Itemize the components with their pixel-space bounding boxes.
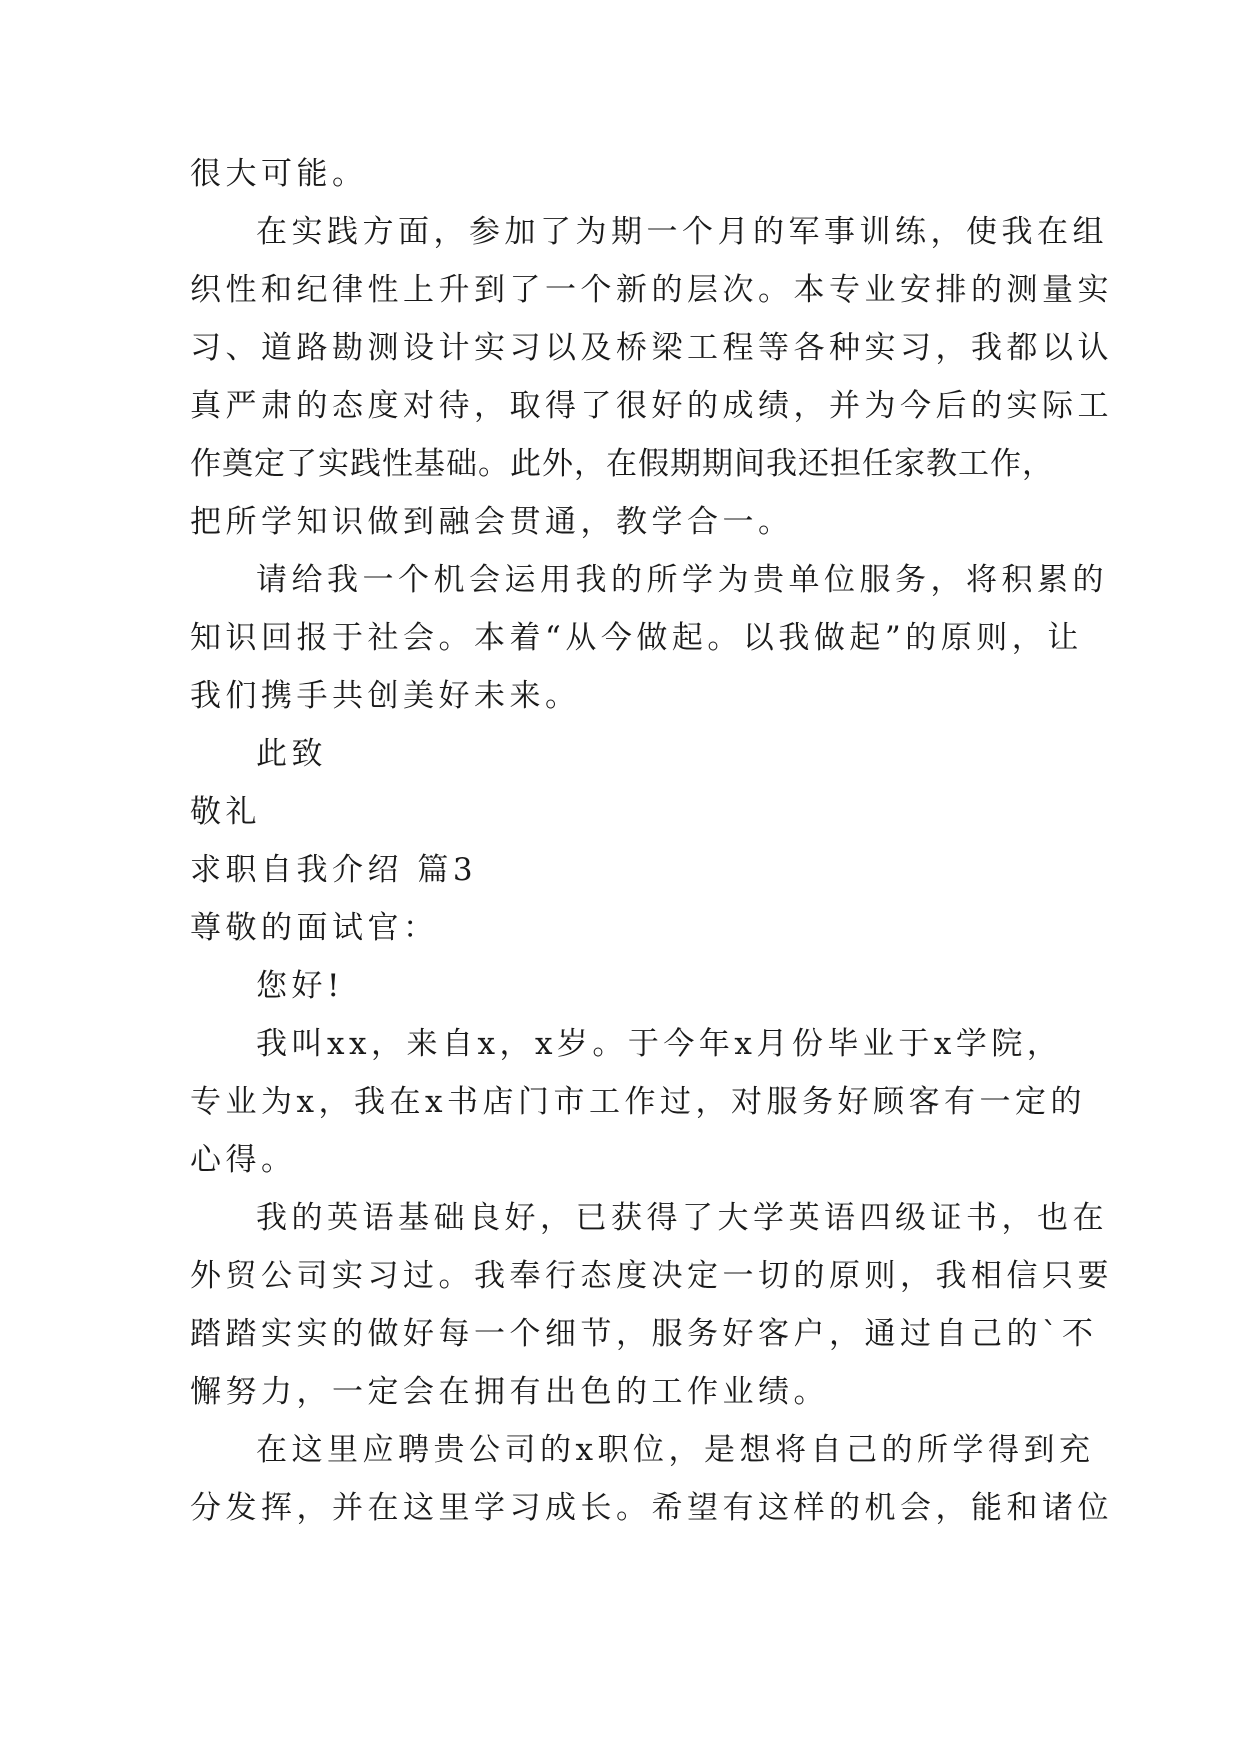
text-line: 分发挥，并在这里学习成长。希望有这样的机会，能和诸位 <box>190 1490 1113 1526</box>
paragraph <box>190 1189 1113 1421</box>
text-line: 心得。 <box>190 1142 297 1178</box>
text-line: 习、道路勘测设计实习以及桥梁工程等各种实习，我都以认 <box>190 330 1113 366</box>
section-title: 求职自我介绍 篇3 <box>190 852 478 888</box>
text-line: 我的英语基础良好，已获得了大学英语四级证书，也在 <box>256 1200 1108 1236</box>
hello-text: 您好! <box>256 968 344 1004</box>
text-line: 作奠定了实践性基础。此外，在假期期间我还担任家教工作， <box>190 446 1054 482</box>
text-line: 专业为x，我在x书店门市工作过，对服务好顾客有一定的 <box>190 1084 1086 1120</box>
text-line: 很大可能。 <box>190 156 368 192</box>
text-line: 踏踏实实的做好每一个细节，服务好客户，通过自己的`不 <box>190 1316 1098 1352</box>
text-line: 知识回报于社会。本着“从今做起。以我做起”的原则，让 <box>190 620 1083 656</box>
salutation-text: 敬礼 <box>190 794 261 830</box>
text-line: 外贸公司实习过。我奉行态度决定一切的原则，我相信只要 <box>190 1258 1113 1294</box>
text-line: 把所学知识做到融会贯通，教学合一。 <box>190 504 794 540</box>
text-line: 真严肃的态度对待，取得了很好的成绩，并为今后的实际工 <box>190 388 1113 424</box>
text-line: 织性和纪律性上升到了一个新的层次。本专业安排的测量实 <box>190 272 1113 308</box>
text-line: 我叫xx，来自x，x岁。于今年x月份毕业于x学院， <box>256 1026 1063 1062</box>
text-line: 我们携手共创美好未来。 <box>190 678 581 714</box>
text-line: 请给我一个机会运用我的所学为贵单位服务，将积累的 <box>256 562 1108 598</box>
paragraph <box>190 203 1113 551</box>
paragraph <box>190 1015 1086 1189</box>
greeting-text: 尊敬的面试官： <box>190 910 439 946</box>
paragraph <box>190 1421 1113 1537</box>
text-line: 在实践方面，参加了为期一个月的军事训练，使我在组 <box>256 214 1108 250</box>
closing-text: 此致 <box>256 736 327 772</box>
paragraph <box>190 551 1108 725</box>
text-line: 懈努力，一定会在拥有出色的工作业绩。 <box>190 1374 829 1410</box>
document-body <box>190 145 1113 1537</box>
text-line: 在这里应聘贵公司的x职位，是想将自己的所学得到充 <box>256 1432 1095 1468</box>
